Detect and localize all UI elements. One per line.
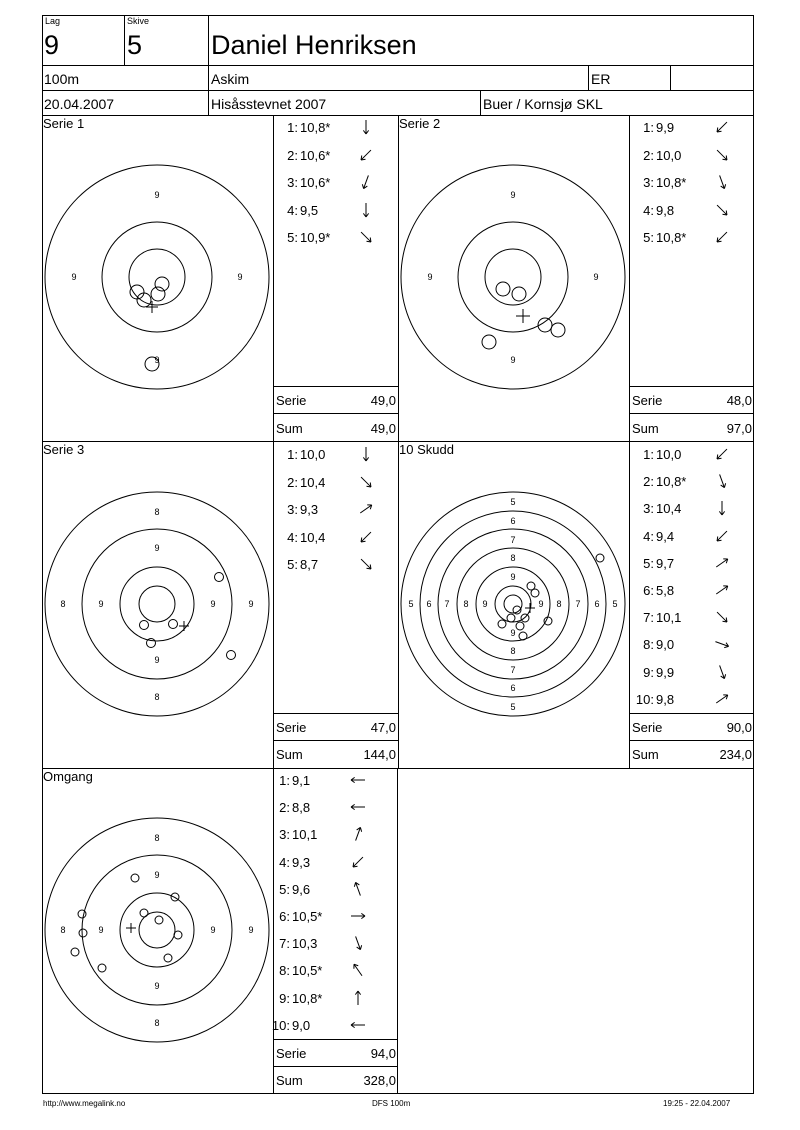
ring-label: 9 [510, 190, 516, 200]
shot-index: 7: [643, 610, 654, 626]
shot-row [632, 474, 732, 492]
ring-label: 9 [593, 272, 599, 282]
shot-row [632, 556, 732, 574]
shot-index: 4: [279, 854, 290, 870]
sum-label: Sum [276, 421, 303, 436]
shot-hole [78, 910, 86, 918]
serie-value: 47,0 [370, 720, 396, 735]
class: ER [591, 71, 611, 87]
shot-index: 5: [287, 557, 298, 572]
section-title-omgang: Omgang [43, 769, 93, 784]
sum-row [276, 421, 396, 437]
serie-label: Serie [276, 1046, 307, 1061]
sum-value: 49,0 [370, 421, 396, 436]
direction-arrow-icon [358, 474, 374, 490]
direction-arrow-icon [358, 147, 374, 163]
ring-label: 9 [210, 925, 216, 935]
shot-row [268, 909, 368, 927]
shot-score: 10,8* [300, 120, 331, 135]
skive-label: Skive [127, 16, 150, 26]
serie-label: Serie [276, 393, 307, 408]
sum-label: Sum [632, 421, 659, 436]
shot-row [276, 120, 376, 138]
direction-arrow-icon [714, 119, 730, 135]
sum-label: Sum [276, 747, 303, 762]
direction-arrow-icon [350, 962, 366, 978]
shot-index: 3: [287, 502, 298, 517]
shot-index: 1: [287, 120, 298, 135]
shot-index: 4: [287, 529, 298, 545]
distance: 100m [44, 71, 80, 87]
ring-label: 8 [510, 553, 516, 563]
ring-label: 6 [594, 599, 600, 609]
shot-score: 9,4 [656, 528, 675, 544]
shot-row [276, 502, 376, 520]
shot-hole [98, 964, 106, 972]
shot-row [276, 447, 376, 465]
direction-arrow-icon [714, 664, 730, 680]
shot-row [276, 557, 376, 575]
direction-arrow-icon [358, 556, 374, 572]
direction-arrow-icon [714, 582, 730, 598]
shot-score: 9,0 [292, 1017, 311, 1033]
sum-row [632, 421, 752, 437]
lag-label: Lag [45, 16, 61, 26]
shot-score: 10,5* [292, 963, 323, 979]
ring-label: 9 [427, 272, 433, 282]
direction-arrow-icon [714, 636, 730, 652]
ring-label: 9 [538, 599, 544, 609]
footer-timestamp: 19:25 - 22.04.2007 [663, 1099, 731, 1108]
direction-arrow-icon [358, 501, 374, 517]
shooter-name: Daniel Henriksen [211, 30, 417, 60]
ring-label: 9 [154, 543, 160, 553]
ring-label: 8 [556, 599, 562, 609]
shot-score: 9,3 [300, 502, 319, 517]
shot-row [632, 501, 732, 519]
direction-arrow-icon [350, 935, 366, 951]
range: Buer / Kornsjø SKL [483, 96, 603, 112]
shot-score: 9,8 [656, 202, 675, 218]
shot-index: 2: [279, 800, 290, 816]
shot-row [632, 175, 732, 193]
shot-index: 4: [643, 202, 654, 218]
shot-score: 10,0 [300, 447, 326, 462]
shot-score: 5,8 [656, 583, 675, 598]
ring-label: 9 [154, 655, 160, 665]
shot-score: 10,6* [300, 175, 331, 190]
ring-label: 9 [98, 925, 104, 935]
direction-arrow-icon [714, 174, 730, 190]
ring-label: 9 [154, 981, 160, 991]
shot-hole [155, 916, 163, 924]
sum-row [276, 1073, 396, 1089]
footer-url[interactable]: http://www.megalink.no [43, 1099, 126, 1108]
shot-row [268, 1018, 368, 1036]
shot-row [276, 175, 376, 193]
group-center-mark [126, 923, 136, 933]
shot-row [632, 583, 732, 601]
shot-index: 3: [643, 501, 654, 517]
direction-arrow-icon [350, 772, 366, 788]
shot-row [276, 203, 376, 221]
sum-label: Sum [632, 747, 659, 762]
shot-index: 8: [279, 963, 290, 979]
serie-label: Serie [632, 393, 663, 408]
shot-score: 8,8 [292, 800, 311, 816]
direction-arrow-icon [350, 908, 366, 924]
ring-label: 8 [510, 646, 516, 656]
direction-arrow-icon [358, 229, 374, 245]
ring-label: 6 [426, 599, 432, 609]
section-title-serie1: Serie 1 [43, 116, 85, 131]
direction-arrow-icon [350, 799, 366, 815]
shot-index: 4: [643, 528, 654, 544]
direction-arrow-icon [350, 990, 366, 1006]
sum-label: Sum [276, 1073, 303, 1088]
shot-index: 3: [643, 175, 654, 190]
sum-row [276, 747, 396, 763]
serie-value: 90,0 [726, 720, 752, 735]
ring-label: 9 [71, 272, 77, 282]
direction-arrow-icon [358, 174, 374, 190]
ring-label: 5 [612, 599, 618, 609]
shot-index: 2: [643, 474, 654, 490]
direction-arrow-icon [714, 691, 730, 707]
shot-score: 9,5 [300, 202, 319, 218]
ring-label: 9 [248, 599, 254, 609]
direction-arrow-icon [714, 147, 730, 163]
direction-arrow-icon [714, 202, 730, 218]
shot-score: 10,6* [300, 147, 331, 163]
shot-hole [71, 948, 79, 956]
ring-label: 9 [154, 870, 160, 880]
shot-index: 2: [287, 147, 298, 163]
shot-score: 9,1 [292, 773, 311, 788]
shot-index: 5: [643, 555, 654, 571]
ring-label: 5 [510, 702, 516, 712]
direction-arrow-icon [358, 202, 374, 218]
shot-index: 3: [287, 175, 298, 190]
sum-row [632, 747, 752, 763]
shot-row [268, 855, 368, 873]
shot-hole [171, 893, 179, 901]
shot-hole [140, 909, 148, 917]
direction-arrow-icon [350, 1017, 366, 1033]
date: 20.04.2007 [44, 96, 115, 112]
shot-row [632, 203, 732, 221]
shot-score: 9,9 [656, 120, 675, 135]
shot-score: 10,8* [656, 230, 687, 245]
shot-index: 5: [279, 881, 290, 897]
direction-arrow-icon [358, 529, 374, 545]
shot-row [632, 148, 732, 166]
skive-value: 5 [127, 30, 143, 60]
shot-score: 10,8* [656, 175, 687, 190]
direction-arrow-icon [714, 473, 730, 489]
ring-label: 9 [510, 355, 516, 365]
ring-label: 9 [154, 355, 160, 365]
ring-label: 9 [237, 272, 243, 282]
serie-value: 94,0 [370, 1046, 396, 1061]
ring-label: 7 [510, 665, 516, 675]
shot-score: 10,3 [292, 936, 318, 952]
shot-index: 2: [643, 147, 654, 163]
shot-row [268, 991, 368, 1009]
shot-hole [79, 929, 87, 937]
shot-score: 10,9* [300, 230, 331, 245]
shot-score: 9,7 [656, 555, 675, 571]
ring-label: 8 [154, 1018, 160, 1028]
serie-row [276, 720, 396, 736]
ring-label: 7 [444, 599, 450, 609]
shot-row [276, 148, 376, 166]
shot-index: 9: [643, 664, 654, 680]
shot-row [276, 475, 376, 493]
sum-value: 328,0 [363, 1073, 396, 1088]
direction-arrow-icon [714, 229, 730, 245]
shot-index: 5: [643, 230, 654, 245]
ring-label: 8 [154, 507, 160, 517]
shot-index: 3: [279, 827, 290, 843]
serie-row [632, 393, 752, 409]
shot-hole [164, 954, 172, 962]
shot-score: 10,0 [656, 447, 682, 462]
sum-value: 144,0 [363, 747, 396, 762]
shot-row [632, 529, 732, 547]
ring-label: 8 [60, 925, 66, 935]
shot-index: 8: [643, 637, 654, 653]
shot-index: 10: [635, 691, 654, 707]
serie-row [632, 720, 752, 736]
direction-arrow-icon [714, 500, 730, 516]
serie-row [276, 1046, 396, 1062]
direction-arrow-icon [358, 446, 374, 462]
direction-arrow-icon [358, 119, 374, 135]
ring-label: 9 [482, 599, 488, 609]
shot-index: 1: [643, 447, 654, 462]
club: Askim [211, 71, 250, 87]
footer-title: DFS 100m [372, 1099, 411, 1108]
shot-index: 6: [279, 909, 290, 924]
ring-label: 9 [98, 599, 104, 609]
ring-label: 7 [575, 599, 581, 609]
serie-label: Serie [632, 720, 663, 735]
shot-row [632, 230, 732, 248]
ring-label: 5 [408, 599, 414, 609]
shot-score: 9,9 [656, 664, 675, 680]
direction-arrow-icon [350, 826, 366, 842]
shot-index: 9: [279, 990, 290, 1006]
ring-label: 6 [510, 683, 516, 693]
serie-label: Serie [276, 720, 307, 735]
direction-arrow-icon [714, 528, 730, 544]
sum-value: 234,0 [719, 747, 752, 762]
ring-label: 9 [510, 572, 516, 582]
shot-index: 1: [643, 120, 654, 135]
direction-arrow-icon [350, 854, 366, 870]
shot-hole [174, 931, 182, 939]
shot-row [632, 637, 732, 655]
shot-hole [131, 874, 139, 882]
shot-index: 4: [287, 202, 298, 218]
shot-row [632, 610, 732, 628]
shot-score: 10,8* [656, 474, 687, 490]
section-title-serie3: Serie 3 [43, 442, 85, 457]
lag-value: 9 [44, 30, 60, 60]
shot-score: 10,8* [292, 990, 323, 1006]
shot-row [276, 530, 376, 548]
shot-row [268, 936, 368, 954]
shot-row [268, 800, 368, 818]
ring-label: 5 [510, 497, 516, 507]
ring-label: 9 [154, 190, 160, 200]
ring-label: 9 [248, 925, 254, 935]
shot-row [268, 827, 368, 845]
shot-score: 10,0 [656, 147, 682, 163]
shot-index: 5: [287, 230, 298, 245]
shot-score: 10,4 [300, 474, 326, 490]
shot-row [632, 120, 732, 138]
shot-index: 1: [279, 773, 290, 788]
ring-label: 8 [463, 599, 469, 609]
shot-row [268, 882, 368, 900]
shot-row [268, 963, 368, 981]
serie-value: 48,0 [726, 393, 752, 408]
shot-row [268, 773, 368, 791]
direction-arrow-icon [714, 446, 730, 462]
shot-index: 1: [287, 447, 298, 462]
ring-label: 9 [210, 599, 216, 609]
shot-score: 10,4 [656, 501, 682, 517]
shot-index: 10: [271, 1017, 290, 1033]
ring-label: 8 [154, 833, 160, 843]
shot-score: 10,4 [300, 529, 326, 545]
shot-row [632, 447, 732, 465]
serie-row [276, 393, 396, 409]
shot-row [276, 230, 376, 248]
shot-score: 10,1 [656, 610, 682, 626]
shot-score: 9,8 [656, 691, 675, 707]
shot-score: 10,5* [292, 909, 323, 924]
shot-score: 9,0 [656, 637, 675, 653]
ring-label: 9 [510, 628, 516, 638]
event: Hisåsstevnet 2007 [211, 96, 327, 112]
ring-label: 8 [154, 692, 160, 702]
shot-score: 10,1 [292, 827, 318, 843]
shot-index: 6: [643, 583, 654, 598]
section-title-serie2: Serie 2 [399, 116, 441, 131]
direction-arrow-icon [714, 609, 730, 625]
section-title-10skudd: 10 Skudd [399, 442, 454, 457]
serie-value: 49,0 [370, 393, 396, 408]
shot-index: 2: [287, 474, 298, 490]
shot-row [632, 665, 732, 683]
shot-index: 7: [279, 936, 290, 952]
shot-row [632, 692, 732, 710]
shot-score: 8,7 [300, 557, 319, 572]
direction-arrow-icon [350, 881, 366, 897]
ring-label: 8 [60, 599, 66, 609]
direction-arrow-icon [714, 555, 730, 571]
ring-label: 6 [510, 516, 516, 526]
sum-value: 97,0 [726, 421, 752, 436]
ring-label: 7 [510, 535, 516, 545]
shot-score: 9,6 [292, 881, 311, 897]
shot-score: 9,3 [292, 854, 311, 870]
